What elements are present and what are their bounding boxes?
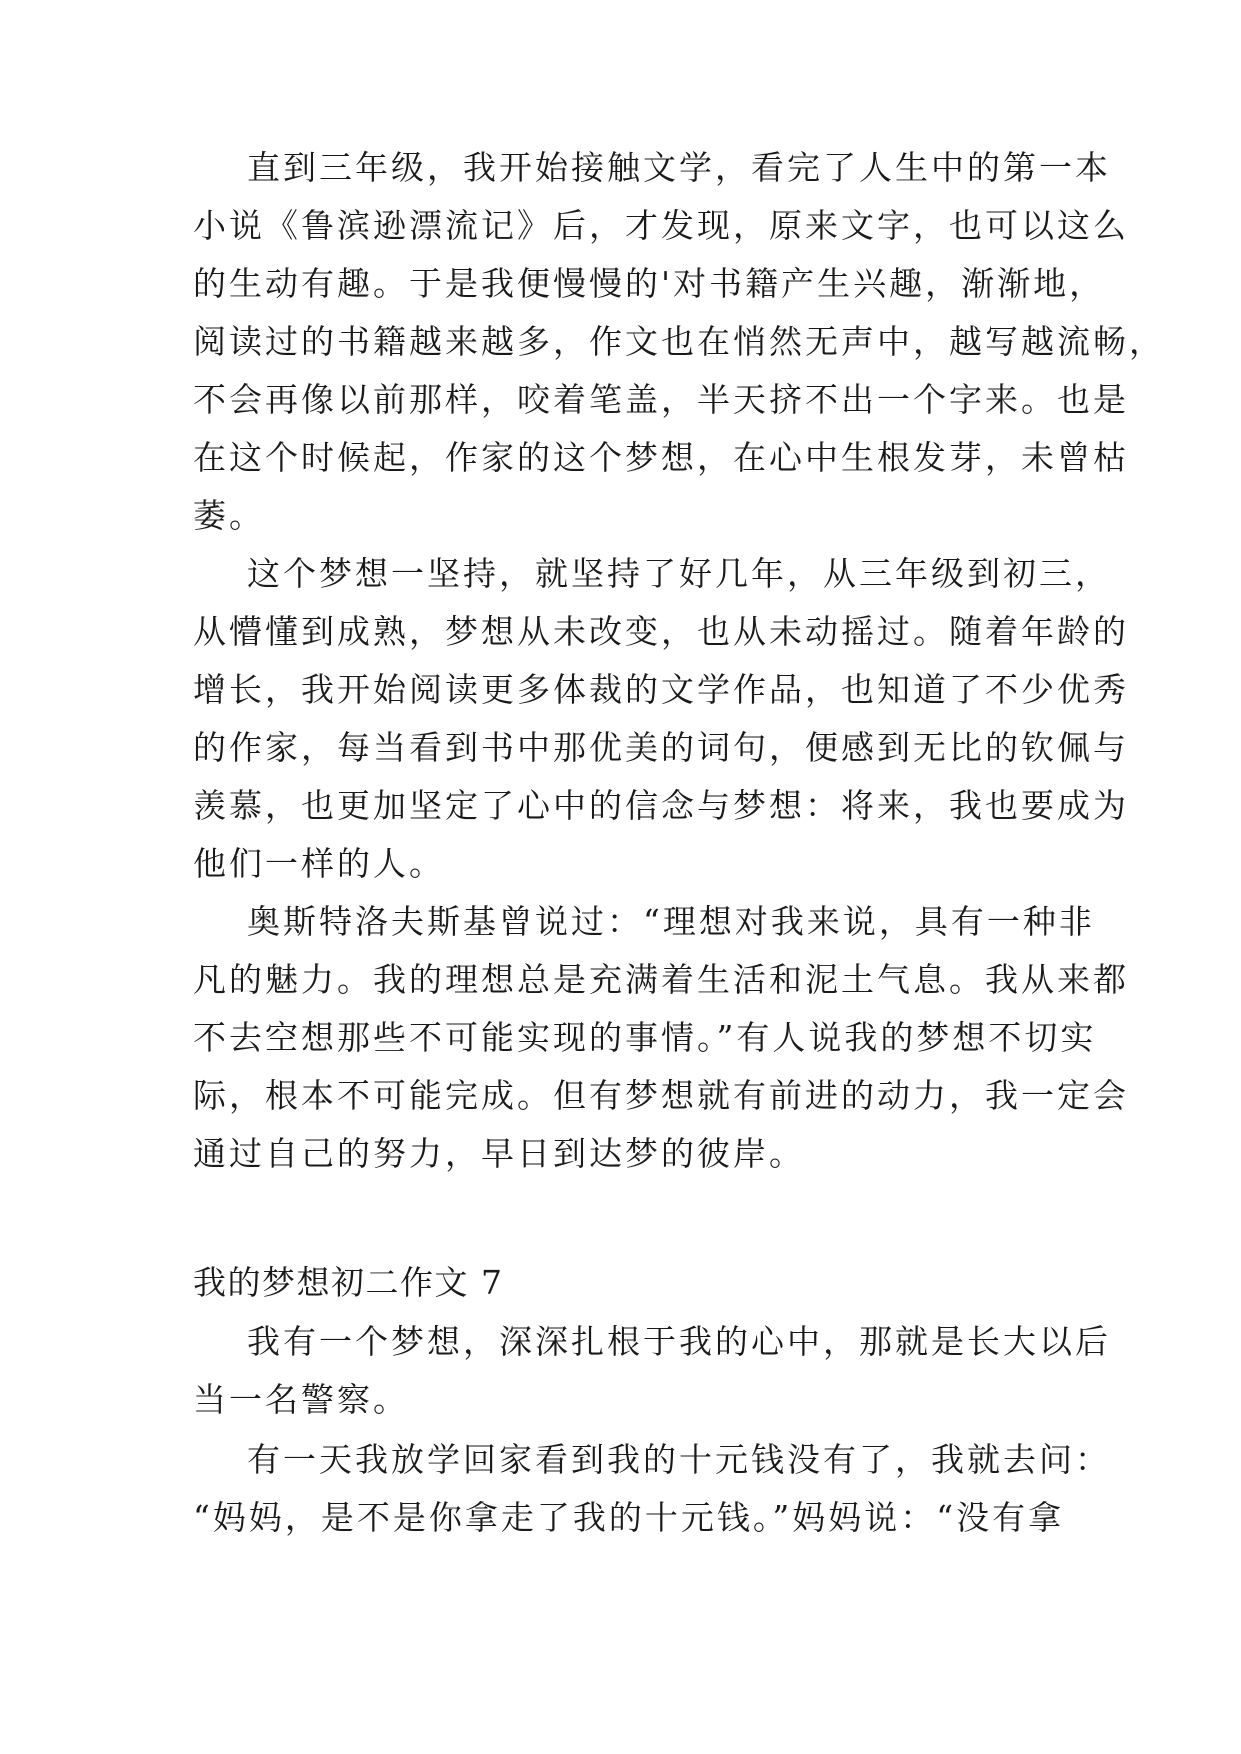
text-line: 不去空想那些不可能实现的事情。”有人说我的梦想不切实 xyxy=(193,1018,1097,1057)
text-line: “妈妈，是不是你拿走了我的十元钱。”妈妈说：“没有拿 xyxy=(193,1498,1065,1537)
text-line: 他们一样的人。 xyxy=(193,844,445,883)
text-line: 不会再像以前那样，咬着笔盖，半天挤不出一个字来。也是 xyxy=(193,380,1129,419)
text-line: 从懵懂到成熟，梦想从未改变，也从未动摇过。随着年龄的 xyxy=(193,612,1129,651)
text-line: 我有一个梦想，深深扎根于我的心中，那就是长大以后 xyxy=(193,1322,1111,1361)
text-line: 凡的魅力。我的理想总是充满着生活和泥土气息。我从来都 xyxy=(193,960,1129,999)
text-line: 通过自己的努力，早日到达梦的彼岸。 xyxy=(193,1134,805,1173)
text-line: 直到三年级，我开始接触文学，看完了人生中的第一本 xyxy=(193,148,1111,187)
text-line: 增长，我开始阅读更多体裁的文学作品，也知道了不少优秀 xyxy=(193,670,1129,709)
text-line: 萎。 xyxy=(193,496,265,535)
text-line: 当一名警察。 xyxy=(193,1380,409,1419)
text-line: 有一天我放学回家看到我的十元钱没有了，我就去问： xyxy=(193,1440,1111,1479)
text-line: 的作家，每当看到书中那优美的词句，便感到无比的钦佩与 xyxy=(193,728,1129,767)
text-line: 这个梦想一坚持，就坚持了好几年，从三年级到初三， xyxy=(193,554,1111,593)
text-line: 阅读过的书籍越来越多，作文也在悄然无声中，越写越流畅， xyxy=(193,322,1165,361)
text-line: 的生动有趣。于是我便慢慢的'对书籍产生兴趣，渐渐地， xyxy=(193,264,1106,303)
text-line: 小说《鲁滨逊漂流记》后，才发现，原来文字，也可以这么 xyxy=(193,206,1129,245)
text-line: 在这个时候起，作家的这个梦想，在心中生根发芽，未曾枯 xyxy=(193,438,1129,477)
text-line: 羡慕，也更加坚定了心中的信念与梦想：将来，我也要成为 xyxy=(193,786,1129,825)
section-title: 我的梦想初二作文 7 xyxy=(193,1263,504,1302)
text-line: 际，根本不可能完成。但有梦想就有前进的动力，我一定会 xyxy=(193,1076,1129,1115)
text-line: 奥斯特洛夫斯基曾说过：“理想对我来说，具有一种非 xyxy=(193,902,1095,941)
